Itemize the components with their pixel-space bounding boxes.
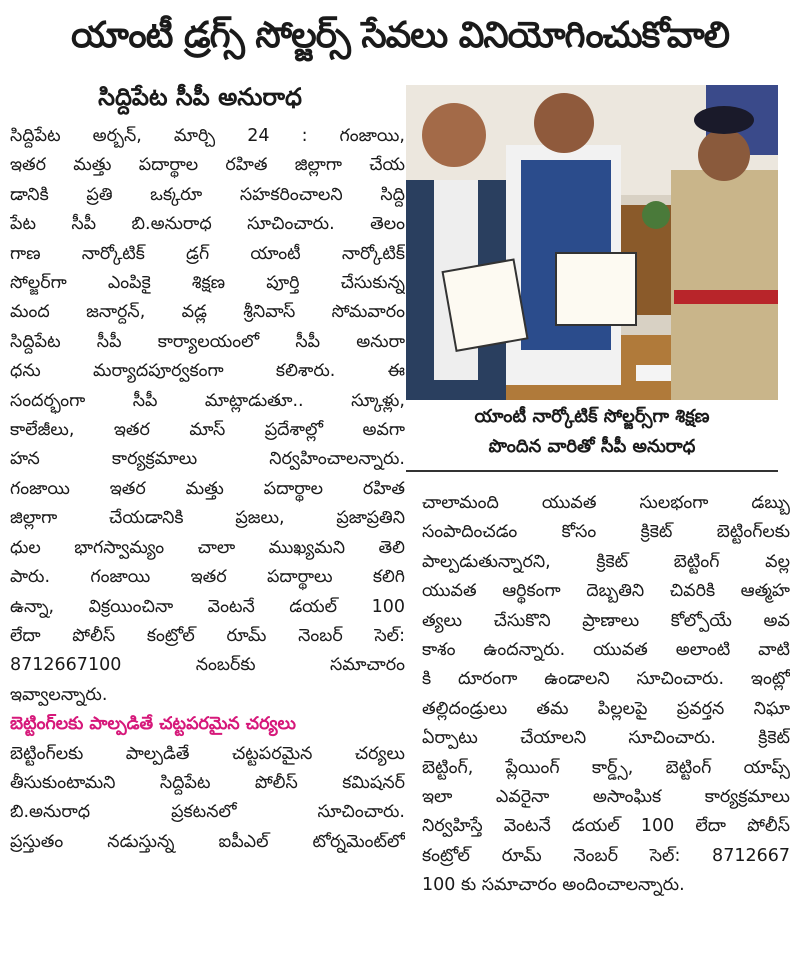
body-line: కంట్రోల్ రూమ్ నెంబర్ సెల్: 8712667	[422, 845, 790, 866]
body-line: సిద్దిపేట సీపీ కార్యాలయంలో సీపీ అనురా	[10, 331, 405, 352]
body-line: బెట్టింగ్‌లకు పాల్పడితే చట్టపరమైన చర్యలు	[10, 743, 405, 764]
body-line: కాశం ఉందన్నారు. యువత అలాంటి వాటి	[422, 640, 790, 661]
body-line: తల్లిదండ్రులు తమ పిల్లలపై ప్రవర్తన నిఘా	[422, 698, 790, 719]
body-line: ఇవ్వాలన్నారు.	[10, 684, 108, 705]
body-line: ఉన్నా, విక్రయించినా వెంటనే డయల్ 100	[10, 596, 405, 617]
body-line: గాణ నార్కోటిక్ డ్రగ్ యాంటీ నార్కోటిక్	[10, 243, 405, 264]
photo-caption	[406, 402, 778, 462]
body-line: 100 కు సమాచారం అందించాలన్నారు.	[422, 875, 685, 896]
body-line: సోల్జర్‌గా ఎంపికై శిక్షణ పూర్తి చేసుకున్న	[10, 273, 405, 294]
body-line: సందర్భంగా సీపీ మాట్లాడుతూ.. స్కూళ్లు,	[10, 390, 405, 411]
body-line: బి.అనురాధ ప్రకటనలో సూచించారు.	[10, 802, 405, 823]
body-line: గంజాయి ఇతర మత్తు పదార్థాల రహిత	[10, 478, 405, 499]
body-line: యువత ఆర్థికంగా దెబ్బతిని చివరికి ఆత్మహ	[422, 581, 790, 602]
body-line: జిల్లాగా చేయడానికి ప్రజలు, ప్రజాప్రతిని	[10, 508, 405, 529]
body-line: లేదా పోలీస్ కంట్రోల్ రూమ్ నెంబర్ సెల్:	[10, 625, 405, 646]
body-line: ఇలా ఎవరైనా అసాంఘిక కార్యక్రమాలు	[422, 787, 790, 808]
section-heading: బెట్టింగ్‌లకు పాల్పడితే చట్టపరమైన చర్యలు	[10, 714, 296, 735]
subheadline: సిద్దిపేట సీపీ అనురాధ	[98, 83, 302, 111]
caption-divider	[406, 470, 778, 472]
body-line: కాలేజీలు, ఇతర మాస్ ప్రదేశాల్లో అవగా	[10, 420, 405, 441]
body-line: ప్రస్తుతం నడుస్తున్న ఐపీఎల్ టోర్నమెంట్‌లో	[10, 831, 405, 852]
news-photo	[406, 85, 778, 400]
body-line: సంపాదించడం కోసం క్రికెట్ బెట్టింగ్‌లకు	[422, 522, 790, 543]
headline: యాంటీ డ్రగ్స్ సోల్జర్స్ సేవలు వినియోగించుకోవాలి	[70, 15, 730, 56]
body-line: 8712667100 నంబర్‌కు సమాచారం	[10, 655, 405, 676]
caption-line: యాంటీ నార్కోటిక్ సోల్జర్స్‌గా శిక్షణ	[474, 406, 710, 427]
news-photo-illustration	[406, 85, 778, 400]
right-column	[422, 489, 790, 901]
body-line: హన కార్యక్రమాలు నిర్వహించాలన్నారు.	[10, 449, 405, 470]
body-line: త్యలు చేసుకొని ప్రాణాలు కోల్పోయే అవ	[422, 610, 790, 631]
body-line: కి దూరంగా ఉండాలని సూచించారు. ఇంట్లో	[422, 669, 790, 690]
body-line: డానికి ప్రతి ఒక్కరూ సహకరించాలని సిద్ది	[10, 184, 405, 205]
body-line: ధను మర్యాదపూర్వకంగా కలిశారు. ఈ	[10, 361, 405, 382]
body-line: పాల్పడుతున్నారని, క్రికెట్ బెట్టింగ్ వల్ల	[422, 551, 790, 572]
body-line: ధుల భాగస్వామ్యం చాలా ముఖ్యమని తెలి	[10, 537, 405, 558]
body-line: ఇతర మత్తు పదార్థాల రహిత జిల్లాగా చేయ	[10, 155, 405, 176]
body-line: పేట సీపీ బి.అనురాధ సూచించారు. తెలం	[10, 214, 405, 235]
left-column	[10, 122, 405, 857]
body-line: మంద జనార్దన్, వడ్ల శ్రీనివాస్ సోమవారం	[10, 302, 405, 323]
body-line: నిర్వహిస్తే వెంటనే డయల్ 100 లేదా పోలీస్	[422, 816, 790, 837]
body-line: తీసుకుంటామని సిద్దిపేట పోలీస్ కమిషనర్	[10, 772, 405, 793]
body-line: సిద్దిపేట అర్బన్, మార్చి 24 : గంజాయి,	[10, 126, 405, 146]
body-line: ఏర్పాటు చేయాలని సూచించారు. క్రికెట్	[422, 728, 790, 749]
body-line: పారు. గంజాయి ఇతర పదార్థాలు కలిగి	[10, 567, 405, 588]
body-line: చాలామంది యువత సులభంగా డబ్బు	[422, 493, 790, 513]
body-line: బెట్టింగ్, ప్లేయింగ్ కార్డ్స్, బెట్టింగ్ యాప్స్	[422, 757, 790, 778]
caption-line: పొందిన వారితో సీపీ అనురాధ	[488, 436, 696, 457]
